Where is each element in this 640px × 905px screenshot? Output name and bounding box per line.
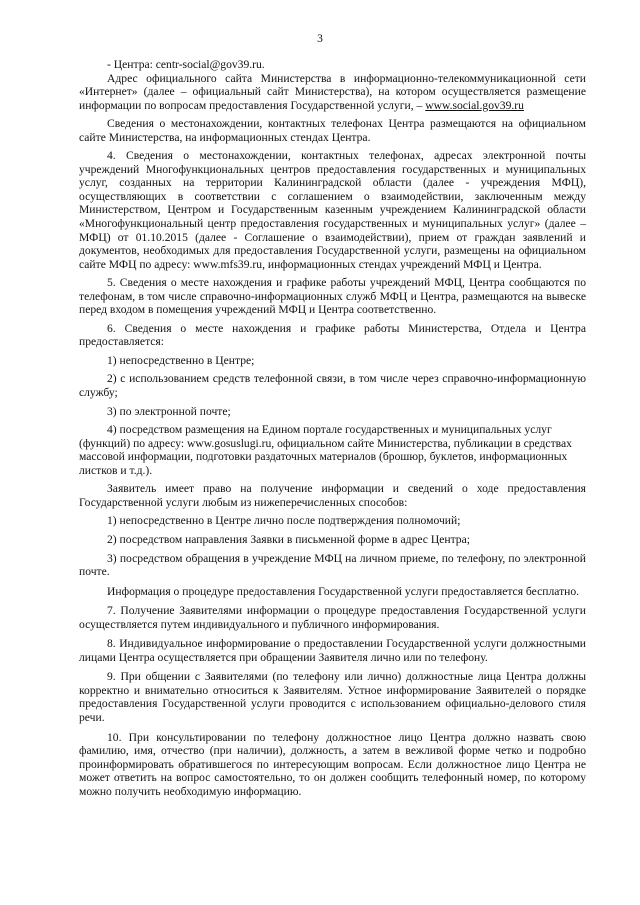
paragraph-5: 5. Сведения о месте нахождения и графике работы учреждений МФЦ, Центра сообщаются по телефонам, в том числе справочно-информационных служб МФЦ и Центра, размещаются на вывеске перед входом в помещения учреждений МФЦ и Центра соответственно. [79,276,586,317]
list-item-6-2: 2) с использованием средств телефонной связи, в том числе через справочно-информационную службу; [79,372,586,400]
paragraph-free-information: Информация о процедуре предоставления Государственной услуги предоставляется бесплатно. [107,584,580,598]
page-number: 3 [317,33,323,45]
paragraph-9: 9. При общении с Заявителями (по телефону или лично) должностные лица Центра должны корректно и внимательно относиться к Заявителям. Устное информирование Заявителей о порядке предоставления Государственной услуги проводится с использованием официально-делового стиля речи. [79,670,586,724]
paragraph-6: 6. Сведения о месте нахождения и графике работы Министерства, Отдела и Центра предоставляется: [79,321,586,349]
paragraph-applicant-rights: Заявитель имеет право на получение информации и сведений о ходе предоставления Государственной услуги любым из нижеперечисленных способов: [79,482,586,509]
paragraph-center-location: Сведения о местонахождении, контактных телефонах Центра размещаются на официальном сайте Министерства, на информационных стендах Центра. [79,117,586,144]
paragraph-7: 7. Получение Заявителями информации о процедуре предоставления Государственной услуги осуществляется путем индивидуального и публичного информирования. [79,604,586,631]
list-item-rights-1: 1) непосредственно в Центре лично после подтверждения полномочий; [107,514,461,528]
list-item-6-1: 1) непосредственно в Центре; [107,353,255,367]
paragraph-site-address-text: Адрес официального сайта Министерства в информационно-телекоммуникационной сети «Интернет» (далее – официальный сайт Министерства), на котором осуществляется размещение информации по вопросам предоставления Государственной услуги, – [79,71,586,112]
list-item-rights-3: 3) посредством обращения в учреждение МФЦ на личном приеме, по телефону, по электронной почте. [79,551,586,579]
paragraph-10: 10. При консультировании по телефону должностное лицо Центра должно назвать свою фамилию, имя, отчество (при наличии), должность, а затем в вежливой форме четко и подробно проинформировать обратившегося по интересующим вопросам. Если должностное лицо Центра не может ответить на вопрос самостоятельно, то он должен сообщить телефонный номер, по которому можно получить необходимую информацию. [79,730,586,798]
ministry-site-link[interactable]: www.social.gov39.ru [425,98,524,112]
paragraph-center-email: - Центра: centr-social@gov39.ru. [107,58,265,71]
list-item-6-4: 4) посредством размещения на Едином портале государственных и муниципальных услуг (функций) по адресу: www.gosuslugi.ru, официальном сайте Министерства, публикации в средствах массовой информации, подготовки раздаточных материалов (брошюр, буклетов, информационных листков и т.д.). [79,423,572,477]
paragraph-4: 4. Сведения о местонахождении, контактных телефонах, адресах электронной почты учреждений Многофункциональных центров предоставления государственных и муниципальных услуг, созданных на территории Калининградской области (далее - учреждения МФЦ), осуществляющих в соответствии с соглашением о взаимодействии, заключенным между Министерством, Центром и Государственным казенным учреждением Калининградской области «Многофункциональный центр предоставления государственных и муниципальных услуг» (далее – МФЦ) от 01.10.2015 (далее - Соглашение о взаимодействии), прием от граждан заявлений и документов, необходимых для предоставления Государственной услуги, размещены на официальном сайте МФЦ по адресу: www.mfs39.ru, информационных стендах учреждений МФЦ и Центра. [79,149,586,271]
paragraph-8: 8. Индивидуальное информирование о предоставлении Государственной услуги должностными лицами Центра осуществляется при обращении Заявителя лично или по телефону. [79,637,586,664]
document-body [79,58,586,798]
list-item-rights-2: 2) посредством направления Заявки в письменной форме в адрес Центра; [107,532,470,546]
list-item-6-3: 3) по электронной почте; [107,404,231,418]
paragraph-site-address [79,72,586,113]
